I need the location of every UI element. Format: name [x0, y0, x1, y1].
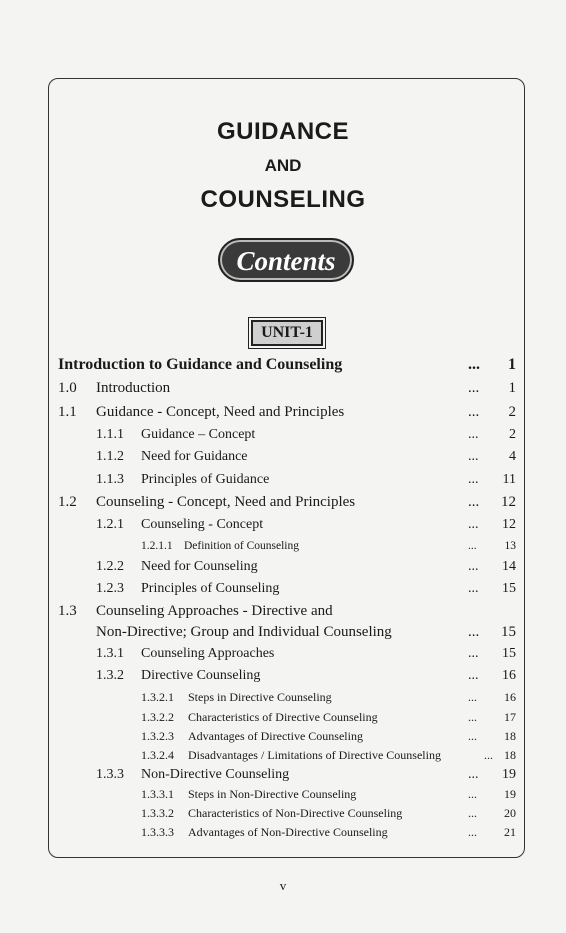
toc-page-number: 16: [502, 668, 516, 683]
toc-number: 1.0: [58, 380, 77, 396]
toc-leader-dots: ...: [468, 668, 479, 683]
toc-page-number: 17: [504, 710, 516, 724]
toc-number: 1.2.1.1: [141, 540, 173, 552]
toc-leader-dots: ...: [468, 356, 480, 373]
toc-page-number: 21: [504, 825, 516, 839]
book-title-line2: AND: [264, 156, 302, 175]
toc-title: Advantages of Non-Directive Counseling: [188, 825, 388, 839]
toc-page-number: 12: [502, 517, 516, 532]
toc-leader-dots: ...: [468, 690, 477, 704]
toc-row: [0, 646, 566, 668]
toc-leader-dots: ...: [468, 729, 477, 743]
toc-title: Introduction to Guidance and Counseling: [58, 356, 343, 373]
toc-number: 1.3.3.2: [141, 806, 174, 820]
toc-leader-dots: ...: [468, 404, 480, 420]
toc-page-number: 19: [502, 767, 516, 782]
toc-leader-dots: ...: [468, 787, 477, 801]
toc-row: [0, 356, 566, 378]
toc-number: 1.3.2.1: [141, 690, 174, 704]
toc-title: Characteristics of Non-Directive Counseling: [188, 806, 403, 820]
toc-leader-dots: ...: [468, 559, 479, 574]
page-number: v: [279, 878, 287, 893]
contents-badge: [218, 238, 354, 282]
toc-title: Need for Counseling: [141, 559, 258, 574]
toc-title: Directive Counseling: [141, 668, 261, 683]
toc-number: 1.3.3.1: [141, 787, 174, 801]
toc-row: [0, 449, 566, 471]
toc-title: Introduction: [96, 380, 171, 396]
toc-leader-dots: ...: [468, 581, 479, 596]
toc-row: [0, 767, 566, 789]
toc-number: 1.2: [58, 494, 77, 510]
toc-page-number: 1: [508, 356, 516, 373]
toc-page-number: 18: [504, 729, 516, 743]
toc-page-number: 15: [502, 646, 516, 661]
toc-page-number: 20: [504, 806, 516, 820]
toc-number: 1.2.1: [96, 517, 124, 532]
toc-title: Counseling - Concept: [141, 517, 264, 532]
toc-leader-dots: ...: [468, 494, 480, 510]
unit-label: UNIT-1: [251, 320, 323, 346]
toc-title: Non-Directive Counseling: [141, 767, 290, 782]
toc-number: 1.3: [58, 603, 77, 619]
toc-row: [0, 472, 566, 494]
toc-leader-dots: ...: [484, 748, 493, 762]
toc-title: Disadvantages / Limitations of Directive Counseling: [188, 748, 441, 762]
toc-number: 1.2.3: [96, 581, 124, 596]
toc-page-number: 11: [502, 472, 516, 487]
toc-number: 1.3.3: [96, 767, 124, 782]
toc-title: Principles of Counseling: [141, 581, 280, 596]
toc-number: 1.1.3: [96, 472, 124, 487]
toc-leader-dots: ...: [468, 767, 479, 782]
toc-row: [0, 517, 566, 539]
toc-title: Counseling Approaches: [141, 646, 275, 661]
toc-leader-dots: ...: [468, 380, 480, 396]
toc-number: 1.1: [58, 404, 77, 420]
toc-title: Definition of Counseling: [184, 540, 299, 552]
toc-leader-dots: ...: [468, 646, 479, 661]
toc-leader-dots: ...: [468, 517, 479, 532]
toc-number: 1.1.2: [96, 449, 124, 464]
toc-page-number: 15: [502, 581, 516, 596]
toc-title: Need for Guidance: [141, 449, 248, 464]
toc-leader-dots: ...: [468, 806, 477, 820]
toc-page-number: 14: [502, 559, 516, 574]
contents-label: Contents: [236, 246, 336, 276]
toc-title: Guidance – Concept: [141, 427, 256, 442]
toc-page-number: 2: [508, 404, 516, 420]
toc-row: [0, 581, 566, 603]
toc-row: [0, 404, 566, 426]
toc-page-number: 15: [501, 624, 516, 640]
toc-number: 1.3.2.4: [141, 748, 174, 762]
toc-row: [0, 380, 566, 402]
book-title-line3: COUNSELING: [200, 186, 366, 213]
toc-page-number: 12: [501, 494, 516, 510]
toc-leader-dots: ...: [468, 427, 479, 442]
toc-page-number: 1: [508, 380, 516, 396]
toc-title: Counseling - Concept, Need and Principles: [96, 494, 356, 510]
toc-title: Principles of Guidance: [141, 472, 270, 487]
toc-page-number: 13: [504, 540, 516, 552]
toc-page-number: 4: [509, 449, 516, 464]
toc-title: Characteristics of Directive Counseling: [188, 710, 378, 724]
toc-leader-dots: ...: [468, 449, 479, 464]
toc-leader-dots: ...: [468, 624, 480, 640]
toc-leader-dots: ...: [468, 825, 477, 839]
toc-row: [0, 494, 566, 516]
toc-page-number: 19: [504, 787, 516, 801]
toc-number: 1.2.2: [96, 559, 124, 574]
toc-row: [0, 690, 566, 712]
toc-number: 1.3.2: [96, 668, 124, 683]
toc-leader-dots: ...: [468, 472, 479, 487]
toc-number: 1.3.2.3: [141, 729, 174, 743]
book-title-line1: GUIDANCE: [216, 118, 349, 145]
toc-page-number: 18: [504, 748, 516, 762]
toc-leader-dots: ...: [468, 710, 477, 724]
toc-row: [0, 668, 566, 690]
toc-title: Advantages of Directive Counseling: [188, 729, 363, 743]
toc-row: [0, 624, 566, 646]
toc-row: [0, 427, 566, 449]
toc-page-number: 2: [509, 427, 516, 442]
toc-title: Non-Directive; Group and Individual Counseling: [96, 624, 392, 640]
toc-title: Steps in Non-Directive Counseling: [188, 787, 357, 801]
toc-title: Guidance - Concept, Need and Principles: [96, 404, 345, 420]
toc-row: [0, 825, 566, 847]
toc-leader-dots: ...: [468, 540, 477, 552]
toc-number: 1.3.1: [96, 646, 124, 661]
toc-row: [0, 559, 566, 581]
toc-title: Counseling Approaches - Directive and: [96, 603, 333, 619]
toc-number: 1.3.2.2: [141, 710, 174, 724]
toc-number: 1.1.1: [96, 427, 124, 442]
toc-title: Steps in Directive Counseling: [188, 690, 332, 704]
toc-page-number: 16: [504, 690, 516, 704]
toc-row: [0, 603, 566, 625]
toc-number: 1.3.3.3: [141, 825, 174, 839]
